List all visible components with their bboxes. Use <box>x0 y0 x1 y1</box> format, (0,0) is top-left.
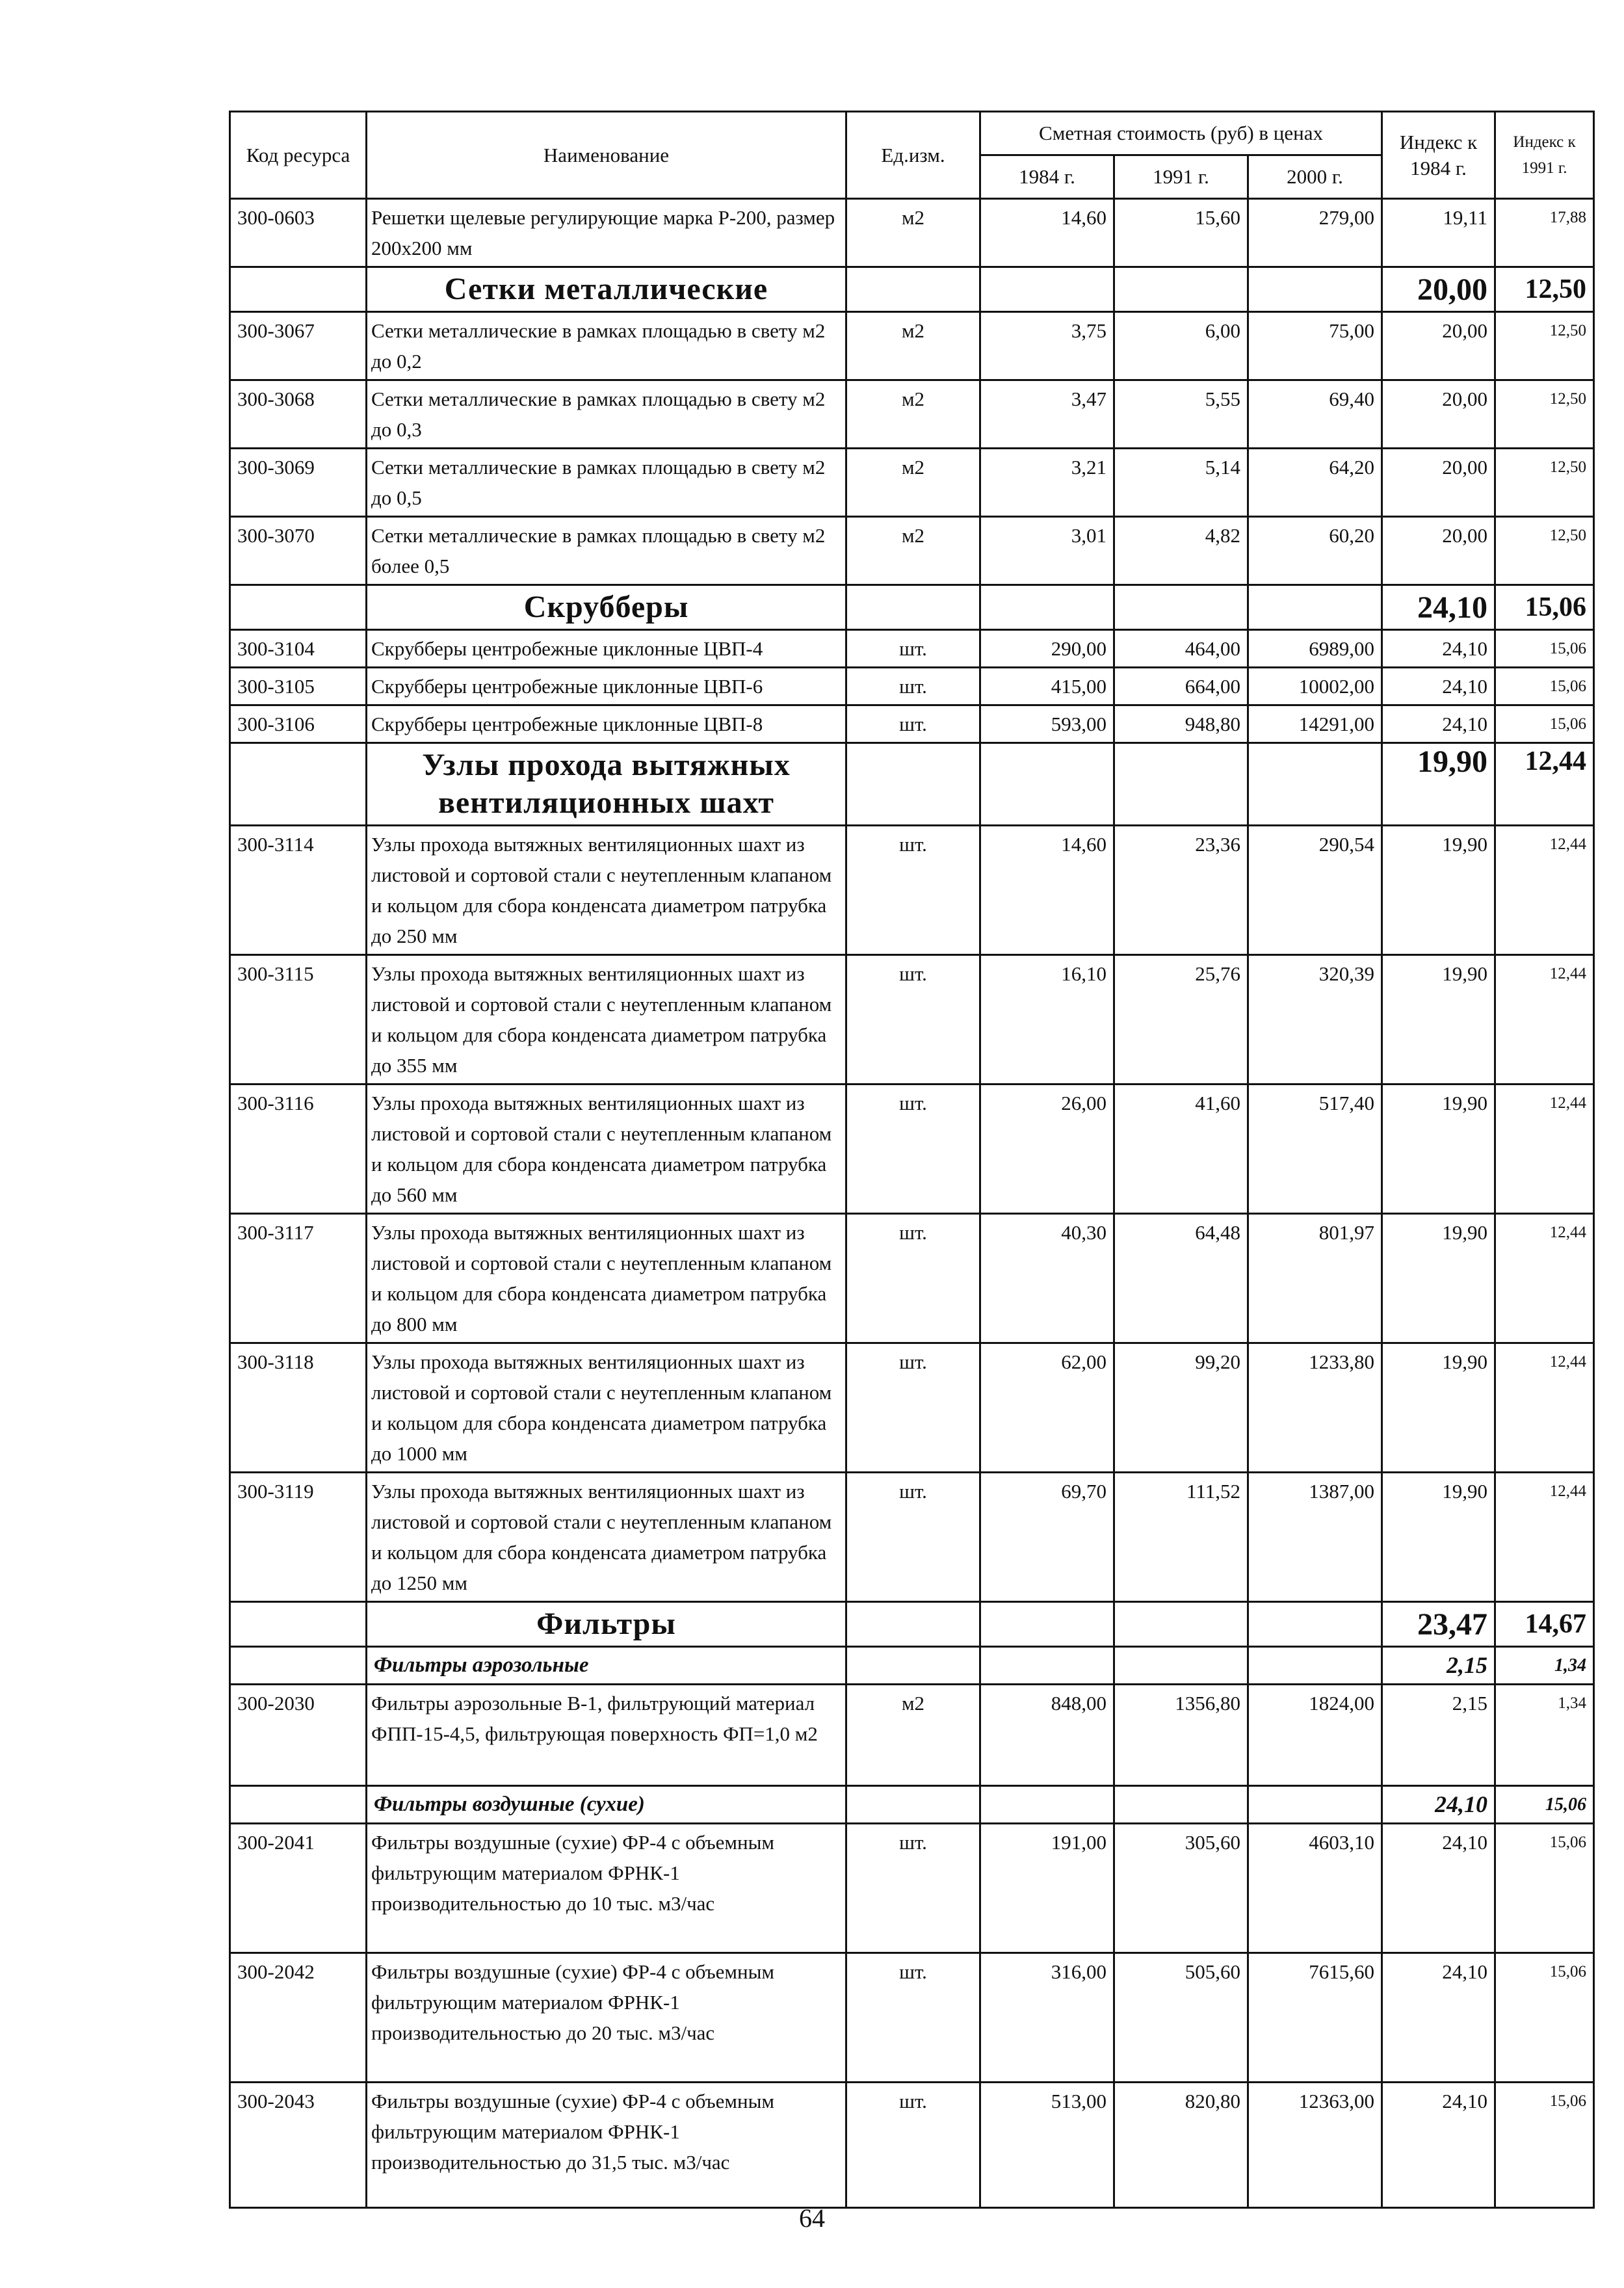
empty-cell <box>980 585 1114 630</box>
resource-name: Узлы прохода вытяжных вентиляционных шахт из листовой и сортовой стали с неутепленным клапаном и кольцом для сбора конденсата диаметром патрубка до 1250 мм <box>367 1473 846 1602</box>
header-unit: Ед.изм. <box>846 112 980 199</box>
unit: м2 <box>846 517 980 585</box>
empty-cell <box>1114 267 1248 312</box>
price-1991: 505,60 <box>1114 1953 1248 2083</box>
empty-cell <box>230 267 367 312</box>
resource-code: 300-3104 <box>230 630 367 668</box>
price-1991: 6,00 <box>1114 312 1248 380</box>
table-row <box>230 955 1594 1085</box>
resource-code: 300-3114 <box>230 826 367 955</box>
price-2000: 7615,60 <box>1248 1953 1382 2083</box>
table-row <box>230 2083 1594 2208</box>
price-2000: 6989,00 <box>1248 630 1382 668</box>
empty-cell <box>980 743 1114 826</box>
index-1991: 12,50 <box>1495 517 1594 585</box>
table-row <box>230 517 1594 585</box>
unit: м2 <box>846 380 980 449</box>
index-1991: 12,50 <box>1495 312 1594 380</box>
subsection-index-1991: 15,06 <box>1495 1786 1594 1824</box>
price-1991: 305,60 <box>1114 1824 1248 1953</box>
unit: шт. <box>846 1214 980 1343</box>
table-row <box>230 630 1594 668</box>
index-1984: 20,00 <box>1382 449 1495 517</box>
unit: м2 <box>846 199 980 267</box>
resource-name: Узлы прохода вытяжных вентиляционных шахт из листовой и сортовой стали с неутепленным клапаном и кольцом для сбора конденсата диаметром патрубка до 355 мм <box>367 955 846 1085</box>
section-row <box>230 1602 1594 1647</box>
price-1991: 23,36 <box>1114 826 1248 955</box>
table-row <box>230 312 1594 380</box>
price-2000: 801,97 <box>1248 1214 1382 1343</box>
section-title: Узлы прохода вытяжных вентиляционных шахт <box>367 743 846 826</box>
price-1991: 664,00 <box>1114 668 1248 705</box>
price-1984: 3,47 <box>980 380 1114 449</box>
resource-code: 300-2041 <box>230 1824 367 1953</box>
price-1991: 41,60 <box>1114 1085 1248 1214</box>
index-1984: 24,10 <box>1382 630 1495 668</box>
index-1991: 12,44 <box>1495 955 1594 1085</box>
unit: шт. <box>846 630 980 668</box>
price-1991: 5,14 <box>1114 449 1248 517</box>
index-1991: 15,06 <box>1495 630 1594 668</box>
resource-code: 300-2042 <box>230 1953 367 2083</box>
section-index-1991: 12,44 <box>1495 743 1594 826</box>
resource-code: 300-3070 <box>230 517 367 585</box>
price-1984: 593,00 <box>980 705 1114 743</box>
price-1984: 191,00 <box>980 1824 1114 1953</box>
resource-name: Узлы прохода вытяжных вентиляционных шахт из листовой и сортовой стали с неутепленным клапаном и кольцом для сбора конденсата диаметром патрубка до 1000 мм <box>367 1343 846 1473</box>
index-1984: 24,10 <box>1382 1953 1495 2083</box>
price-1984: 3,21 <box>980 449 1114 517</box>
section-index-1984: 20,00 <box>1382 267 1495 312</box>
unit: шт. <box>846 705 980 743</box>
page-number: 64 <box>799 2203 825 2233</box>
unit: шт. <box>846 1953 980 2083</box>
price-2000: 290,54 <box>1248 826 1382 955</box>
empty-cell <box>1114 585 1248 630</box>
header-cost-group: Сметная стоимость (руб) в ценах <box>980 112 1382 155</box>
resource-code: 300-3118 <box>230 1343 367 1473</box>
empty-cell <box>230 743 367 826</box>
resource-name: Узлы прохода вытяжных вентиляционных шахт из листовой и сортовой стали с неутепленным клапаном и кольцом для сбора конденсата диаметром патрубка до 560 мм <box>367 1085 846 1214</box>
price-2000: 1233,80 <box>1248 1343 1382 1473</box>
unit: шт. <box>846 1085 980 1214</box>
subsection-title: Фильтры аэрозольные <box>367 1647 846 1685</box>
price-1991: 820,80 <box>1114 2083 1248 2208</box>
index-1984: 19,90 <box>1382 1214 1495 1343</box>
price-1991: 99,20 <box>1114 1343 1248 1473</box>
index-1991: 12,44 <box>1495 826 1594 955</box>
header-1984: 1984 г. <box>980 155 1114 199</box>
section-title: Скрубберы <box>367 585 846 630</box>
empty-cell <box>846 267 980 312</box>
index-1991: 17,88 <box>1495 199 1594 267</box>
index-1991: 12,44 <box>1495 1214 1594 1343</box>
price-1984: 3,75 <box>980 312 1114 380</box>
section-index-1991: 14,67 <box>1495 1602 1594 1647</box>
resource-name: Узлы прохода вытяжных вентиляционных шахт из листовой и сортовой стали с неутепленным клапаном и кольцом для сбора конденсата диаметром патрубка до 800 мм <box>367 1214 846 1343</box>
empty-cell <box>230 1647 367 1685</box>
index-1991: 12,44 <box>1495 1343 1594 1473</box>
unit: шт. <box>846 1473 980 1602</box>
unit: шт. <box>846 2083 980 2208</box>
price-1991: 4,82 <box>1114 517 1248 585</box>
index-1984: 24,10 <box>1382 705 1495 743</box>
resource-code: 300-3116 <box>230 1085 367 1214</box>
section-title: Сетки металлические <box>367 267 846 312</box>
price-2000: 75,00 <box>1248 312 1382 380</box>
empty-cell <box>1114 1602 1248 1647</box>
resource-name: Фильтры воздушные (сухие) ФР-4 с объемным фильтрующим материалом ФРНК-1 производительностью до 31,5 тыс. м3/час <box>367 2083 846 2208</box>
table-row <box>230 705 1594 743</box>
section-index-1984: 19,90 <box>1382 743 1495 826</box>
price-2000: 320,39 <box>1248 955 1382 1085</box>
table-row <box>230 1953 1594 2083</box>
empty-cell <box>230 1786 367 1824</box>
empty-cell <box>1248 1647 1382 1685</box>
index-1991: 1,34 <box>1495 1685 1594 1786</box>
price-1991: 1356,80 <box>1114 1685 1248 1786</box>
empty-cell <box>980 1602 1114 1647</box>
table-row <box>230 826 1594 955</box>
index-1984: 19,90 <box>1382 1085 1495 1214</box>
price-2000: 10002,00 <box>1248 668 1382 705</box>
unit: шт. <box>846 955 980 1085</box>
resource-name: Сетки металлические в рамках площадью в свету м2 до 0,5 <box>367 449 846 517</box>
table-row <box>230 449 1594 517</box>
price-1991: 5,55 <box>1114 380 1248 449</box>
resource-code: 300-3106 <box>230 705 367 743</box>
empty-cell <box>230 1602 367 1647</box>
header-index-1984: Индекс к 1984 г. <box>1382 112 1495 199</box>
empty-cell <box>846 1647 980 1685</box>
resource-name: Фильтры аэрозольные В-1, фильтрующий материал ФПП-15-4,5, фильтрующая поверхность ФП=1,0 м2 <box>367 1685 846 1786</box>
index-1984: 24,10 <box>1382 2083 1495 2208</box>
price-1984: 62,00 <box>980 1343 1114 1473</box>
empty-cell <box>846 743 980 826</box>
resource-code: 300-3069 <box>230 449 367 517</box>
price-table <box>229 111 1595 2209</box>
table-row <box>230 668 1594 705</box>
empty-cell <box>1248 743 1382 826</box>
resource-code: 300-2030 <box>230 1685 367 1786</box>
index-1984: 20,00 <box>1382 380 1495 449</box>
resource-code: 300-3105 <box>230 668 367 705</box>
price-1984: 3,01 <box>980 517 1114 585</box>
price-1984: 69,70 <box>980 1473 1114 1602</box>
empty-cell <box>1114 1786 1248 1824</box>
index-1984: 19,90 <box>1382 1473 1495 1602</box>
resource-code: 300-3115 <box>230 955 367 1085</box>
price-1991: 111,52 <box>1114 1473 1248 1602</box>
unit: шт. <box>846 1824 980 1953</box>
price-2000: 517,40 <box>1248 1085 1382 1214</box>
price-2000: 64,20 <box>1248 449 1382 517</box>
unit: м2 <box>846 312 980 380</box>
empty-cell <box>846 1786 980 1824</box>
empty-cell <box>230 585 367 630</box>
resource-name: Фильтры воздушные (сухие) ФР-4 с объемным фильтрующим материалом ФРНК-1 производительностью до 20 тыс. м3/час <box>367 1953 846 2083</box>
section-row <box>230 743 1594 826</box>
table-row <box>230 1685 1594 1786</box>
price-1991: 15,60 <box>1114 199 1248 267</box>
table-row <box>230 1085 1594 1214</box>
resource-name: Скрубберы центробежные циклонные ЦВП-6 <box>367 668 846 705</box>
resource-name: Решетки щелевые регулирующие марка Р-200, размер 200х200 мм <box>367 199 846 267</box>
resource-code: 300-3119 <box>230 1473 367 1602</box>
index-1984: 20,00 <box>1382 312 1495 380</box>
header-row <box>230 112 1594 155</box>
empty-cell <box>1248 1786 1382 1824</box>
index-1984: 24,10 <box>1382 668 1495 705</box>
subsection-index-1984: 24,10 <box>1382 1786 1495 1824</box>
table-row <box>230 1824 1594 1953</box>
empty-cell <box>980 1647 1114 1685</box>
unit: м2 <box>846 1685 980 1786</box>
index-1984: 24,10 <box>1382 1824 1495 1953</box>
table-row <box>230 1343 1594 1473</box>
empty-cell <box>1248 267 1382 312</box>
price-1984: 26,00 <box>980 1085 1114 1214</box>
index-1991: 12,50 <box>1495 380 1594 449</box>
price-1984: 16,10 <box>980 955 1114 1085</box>
table-row <box>230 1473 1594 1602</box>
index-1991: 15,06 <box>1495 705 1594 743</box>
price-1984: 415,00 <box>980 668 1114 705</box>
section-index-1984: 23,47 <box>1382 1602 1495 1647</box>
header-code: Код ресурса <box>230 112 367 199</box>
section-index-1991: 12,50 <box>1495 267 1594 312</box>
resource-name: Сетки металлические в рамках площадью в свету м2 до 0,3 <box>367 380 846 449</box>
section-title: Фильтры <box>367 1602 846 1647</box>
index-1991: 12,50 <box>1495 449 1594 517</box>
price-2000: 14291,00 <box>1248 705 1382 743</box>
price-1984: 14,60 <box>980 826 1114 955</box>
index-1991: 15,06 <box>1495 1953 1594 2083</box>
empty-cell <box>846 585 980 630</box>
price-2000: 279,00 <box>1248 199 1382 267</box>
resource-name: Скрубберы центробежные циклонные ЦВП-8 <box>367 705 846 743</box>
subsection-title: Фильтры воздушные (сухие) <box>367 1786 846 1824</box>
price-1984: 848,00 <box>980 1685 1114 1786</box>
header-name: Наименование <box>367 112 846 199</box>
resource-name: Сетки металлические в рамках площадью в свету м2 более 0,5 <box>367 517 846 585</box>
subsection-index-1984: 2,15 <box>1382 1647 1495 1685</box>
price-2000: 69,40 <box>1248 380 1382 449</box>
price-1984: 290,00 <box>980 630 1114 668</box>
section-index-1984: 24,10 <box>1382 585 1495 630</box>
index-1991: 15,06 <box>1495 668 1594 705</box>
subsection-index-1991: 1,34 <box>1495 1647 1594 1685</box>
subsection-row <box>230 1647 1594 1685</box>
price-1991: 25,76 <box>1114 955 1248 1085</box>
empty-cell <box>1248 585 1382 630</box>
index-1984: 19,90 <box>1382 826 1495 955</box>
price-1984: 316,00 <box>980 1953 1114 2083</box>
index-1984: 19,90 <box>1382 955 1495 1085</box>
resource-name: Узлы прохода вытяжных вентиляционных шахт из листовой и сортовой стали с неутепленным клапаном и кольцом для сбора конденсата диаметром патрубка до 250 мм <box>367 826 846 955</box>
price-2000: 1824,00 <box>1248 1685 1382 1786</box>
empty-cell <box>980 267 1114 312</box>
section-row <box>230 585 1594 630</box>
price-1991: 464,00 <box>1114 630 1248 668</box>
price-1991: 64,48 <box>1114 1214 1248 1343</box>
resource-code: 300-2043 <box>230 2083 367 2208</box>
header-index-1991: Индекс к 1991 г. <box>1495 112 1594 199</box>
price-2000: 60,20 <box>1248 517 1382 585</box>
index-1991: 12,44 <box>1495 1473 1594 1602</box>
empty-cell <box>980 1786 1114 1824</box>
price-2000: 4603,10 <box>1248 1824 1382 1953</box>
unit: шт. <box>846 1343 980 1473</box>
unit: м2 <box>846 449 980 517</box>
index-1991: 15,06 <box>1495 2083 1594 2208</box>
table-row <box>230 199 1594 267</box>
table-row <box>230 1214 1594 1343</box>
resource-code: 300-3117 <box>230 1214 367 1343</box>
price-2000: 1387,00 <box>1248 1473 1382 1602</box>
empty-cell <box>846 1602 980 1647</box>
index-1984: 2,15 <box>1382 1685 1495 1786</box>
index-1984: 20,00 <box>1382 517 1495 585</box>
price-2000: 12363,00 <box>1248 2083 1382 2208</box>
price-1984: 40,30 <box>980 1214 1114 1343</box>
index-1984: 19,11 <box>1382 199 1495 267</box>
price-1984: 14,60 <box>980 199 1114 267</box>
resource-code: 300-0603 <box>230 199 367 267</box>
header-2000: 2000 г. <box>1248 155 1382 199</box>
index-1984: 19,90 <box>1382 1343 1495 1473</box>
empty-cell <box>1114 743 1248 826</box>
section-index-1991: 15,06 <box>1495 585 1594 630</box>
subsection-row <box>230 1786 1594 1824</box>
empty-cell <box>1248 1602 1382 1647</box>
empty-cell <box>1114 1647 1248 1685</box>
index-1991: 15,06 <box>1495 1824 1594 1953</box>
unit: шт. <box>846 668 980 705</box>
header-1991: 1991 г. <box>1114 155 1248 199</box>
resource-name: Сетки металлические в рамках площадью в свету м2 до 0,2 <box>367 312 846 380</box>
resource-code: 300-3067 <box>230 312 367 380</box>
resource-name: Скрубберы центробежные циклонные ЦВП-4 <box>367 630 846 668</box>
table-row <box>230 380 1594 449</box>
price-1991: 948,80 <box>1114 705 1248 743</box>
index-1991: 12,44 <box>1495 1085 1594 1214</box>
resource-code: 300-3068 <box>230 380 367 449</box>
price-1984: 513,00 <box>980 2083 1114 2208</box>
resource-name: Фильтры воздушные (сухие) ФР-4 с объемным фильтрующим материалом ФРНК-1 производительностью до 10 тыс. м3/час <box>367 1824 846 1953</box>
section-row <box>230 267 1594 312</box>
unit: шт. <box>846 826 980 955</box>
